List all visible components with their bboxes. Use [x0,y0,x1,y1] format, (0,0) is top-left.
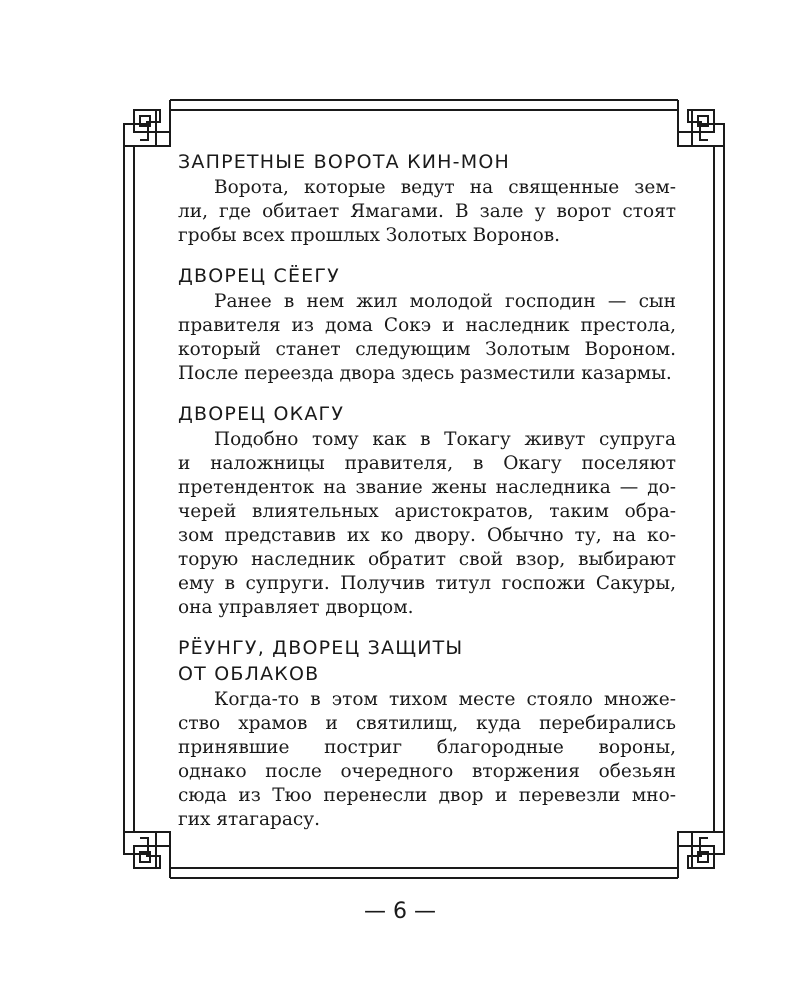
text-line: Ворота, которые ведут на священные зем- [214,177,676,198]
section-kin-mon [178,150,676,248]
text-line: После переезда двора здесь разместили казармы. [178,363,672,384]
text-line: ли, где обитает Ямагами. В зале у ворот стоят [178,201,676,222]
text-line: гих ятагарасу. [178,809,320,830]
text-line: зом представив их ко двору. Обычно ту, на ко- [178,525,676,546]
text-line: Когда-то в этом тихом месте стояло множе- [214,689,676,710]
section-heading-line: ОТ ОБЛАКОВ [178,663,320,685]
text-line: торую наследник обратит свой взор, выбирают [178,549,676,570]
section-body [178,176,676,248]
corner-ornament-top-right-icon [678,100,724,146]
page-content [178,150,676,848]
section-body [178,290,676,386]
section-heading: ДВОРЕЦ ОКАГУ [178,403,345,425]
text-line: ство храмов и святилищ, куда перебирались [178,713,676,734]
section-syoegu [178,264,676,386]
text-line: ему в супруги. Получив титул госпожи Сакуры, [178,573,676,594]
text-line: гробы всех прошлых Золотых Воронов. [178,225,561,246]
text-line: претенденток на звание жены наследника — до- [178,477,676,498]
section-heading-line: РЁУНГУ, ДВОРЕЦ ЗАЩИТЫ [178,637,464,659]
section-body [178,688,676,832]
section-ryeungu [178,636,676,832]
text-line: однако после очередного вторжения обезьян [178,761,676,782]
text-line: и наложницы правителя, в Окагу поселяют [178,453,676,474]
section-okagu [178,402,676,620]
text-line: сюда из Тюо перенесли двор и перевезли мно- [178,785,676,806]
section-heading: ДВОРЕЦ СЁЕГУ [178,265,340,287]
corner-ornament-bottom-left-icon [124,832,170,878]
text-line: Подобно тому как в Токагу живут супруга [214,429,676,450]
text-line: черей влиятельных аристократов, таким обра- [178,501,676,522]
text-line: который станет следующим Золотым Вороном. [178,339,676,360]
section-heading: ЗАПРЕТНЫЕ ВОРОТА КИН-МОН [178,151,510,173]
section-body [178,428,676,620]
text-line: принявшие постриг благородные вороны, [178,737,676,758]
text-line: правителя из дома Сокэ и наследник престола, [178,315,676,336]
corner-ornament-top-left-icon [124,100,170,146]
text-line: Ранее в нем жил молодой господин — сын [214,291,676,312]
page-number: — 6 — [364,899,436,924]
text-line: она управляет дворцом. [178,597,414,618]
corner-ornament-bottom-right-icon [678,832,724,878]
